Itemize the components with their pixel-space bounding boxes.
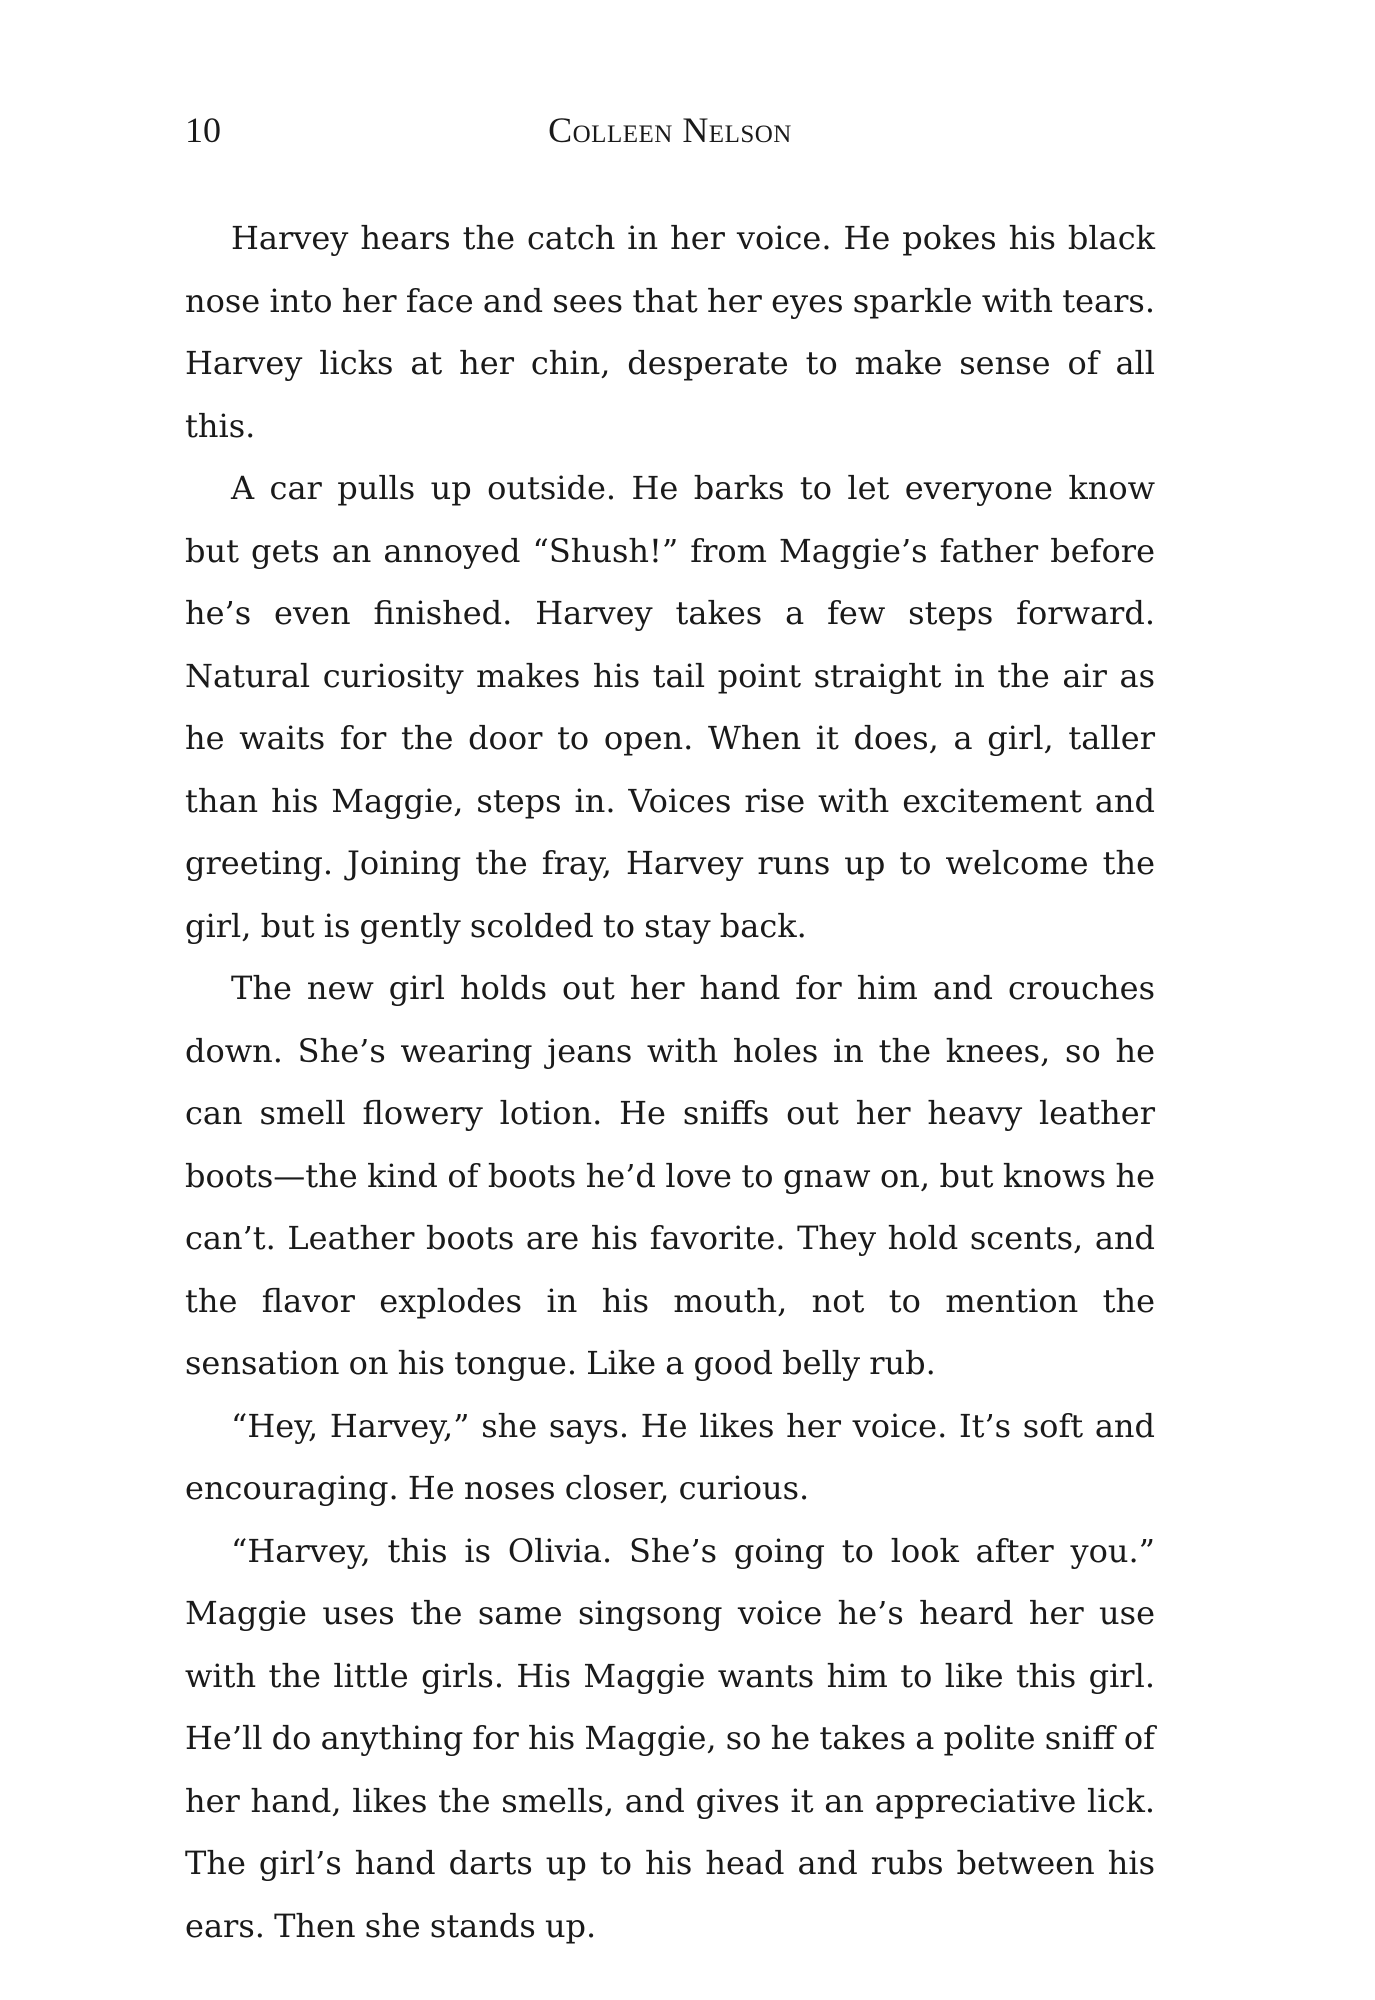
running-head xyxy=(185,106,1155,154)
paragraph: “Hey, Harvey,” she says. He likes her voice. It’s soft and encouraging. He noses closer, curious. xyxy=(185,1406,1155,1507)
page-number: 10 xyxy=(185,110,221,150)
paragraph: “Harvey, this is Olivia. She’s going to look after you.” Maggie uses the same singsong voice he’s heard her use with the little girls. His Maggie wants him to like this girl. He’ll do anything for his Maggie, so he takes a polite sniff of her hand, likes the smells, and gives it an appreciative lick. The girl’s hand darts up to his head and rubs between his ears. Then she stands up. xyxy=(185,1531,1155,1945)
running-head-author: Colleen Nelson xyxy=(548,110,792,150)
body-text xyxy=(185,207,1155,1957)
paragraph: The new girl holds out her hand for him and crouches down. She’s wearing jeans with holes in the knees, so he can smell flowery lotion. He sniffs out her heavy leather boots—the kind of boots he’d love to gnaw on, but knows he can’t. Leather boots are his favorite. They hold scents, and the flavor explodes in his mouth, not to mention the sensation on his tongue. Like a good belly rub. xyxy=(185,969,1155,1382)
paragraph: A car pulls up outside. He barks to let everyone know but gets an annoyed “Shush!” from Maggie’s father before he’s even finished. Harvey takes a few steps forward. Natural curiosity makes his tail point straight in the air as he waits for the door to open. When it does, a girl, taller than his Maggie, steps in. Voices rise with excitement and greeting. Joining the fray, Harvey runs up to welcome the girl, but is gently scolded to stay back. xyxy=(185,469,1155,945)
paragraph: Harvey hears the catch in her voice. He pokes his black nose into her face and sees that her eyes sparkle with tears. Harvey licks at her chin, desperate to make sense of all this. xyxy=(185,219,1155,445)
